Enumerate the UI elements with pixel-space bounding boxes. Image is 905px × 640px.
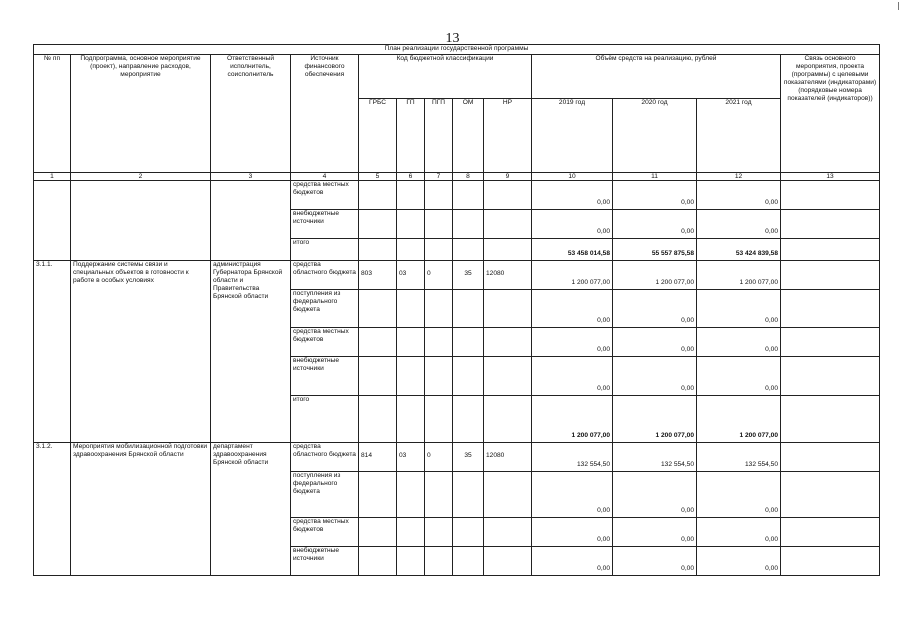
header-grbs: ГРБС xyxy=(359,99,397,173)
column-number: 7 xyxy=(425,173,453,181)
header-om: ОМ xyxy=(453,99,484,173)
cell-pgp: 0 xyxy=(425,443,453,472)
header-nr: НР xyxy=(484,99,532,173)
cell-2020: 0,00 xyxy=(613,518,697,547)
cell-nr: 12080 xyxy=(484,261,532,290)
cell-2019: 0,00 xyxy=(532,210,613,239)
cell-2021: 0,00 xyxy=(697,181,781,210)
cell-2020: 55 557 875,58 xyxy=(613,239,697,261)
cell-executor: департамент здравоохранения Брянской области xyxy=(211,443,291,576)
cell-gp: 03 xyxy=(397,443,425,472)
cell-2019: 1 200 077,00 xyxy=(532,396,613,443)
cell-2021: 0,00 xyxy=(697,290,781,328)
header-2021: 2021 год xyxy=(697,99,781,173)
column-number: 8 xyxy=(453,173,484,181)
cell-2019: 0,00 xyxy=(532,181,613,210)
cell-2019: 0,00 xyxy=(532,290,613,328)
column-number: 6 xyxy=(397,173,425,181)
cell-2021: 1 200 077,00 xyxy=(697,261,781,290)
cell-2020: 0,00 xyxy=(613,290,697,328)
page-number: 13 xyxy=(445,31,460,46)
cell-source: внебюджетные источники xyxy=(291,210,359,239)
cell-2020: 1 200 077,00 xyxy=(613,396,697,443)
cell-source: средства областного бюджета xyxy=(291,261,359,290)
header-2020: 2020 год xyxy=(613,99,697,173)
cell-subprogram: Поддержание системы связи и специальных объектов в готовности к работе в особых условиях xyxy=(71,261,211,443)
cell-source: итого xyxy=(291,396,359,443)
cell-grbs: 814 xyxy=(359,443,397,472)
cell-2019: 1 200 077,00 xyxy=(532,261,613,290)
cell-2020: 0,00 xyxy=(613,328,697,357)
cell-grbs: 803 xyxy=(359,261,397,290)
header-executor: Ответственный исполнитель, соисполнитель xyxy=(211,55,291,173)
column-number: 13 xyxy=(781,173,880,181)
cell-source: поступления из федерального бюджета xyxy=(291,472,359,518)
column-number: 12 xyxy=(697,173,781,181)
cell-om: 35 xyxy=(453,261,484,290)
header-2019: 2019 год xyxy=(532,99,613,173)
edge-mark xyxy=(898,2,899,10)
column-number: 9 xyxy=(484,173,532,181)
column-number: 3 xyxy=(211,173,291,181)
cell-2021: 132 554,50 xyxy=(697,443,781,472)
cell-om: 35 xyxy=(453,443,484,472)
cell-2021: 0,00 xyxy=(697,472,781,518)
cell-executor xyxy=(211,181,291,261)
column-number: 11 xyxy=(613,173,697,181)
cell-num xyxy=(34,181,71,261)
cell-2019: 0,00 xyxy=(532,357,613,396)
cell-2021: 53 424 839,58 xyxy=(697,239,781,261)
cell-nr: 12080 xyxy=(484,443,532,472)
table-row xyxy=(34,261,880,290)
cell-2020: 0,00 xyxy=(613,210,697,239)
cell-2021: 0,00 xyxy=(697,518,781,547)
cell-source: поступления из федерального бюджета xyxy=(291,290,359,328)
cell-2020: 1 200 077,00 xyxy=(613,261,697,290)
cell-2020: 0,00 xyxy=(613,547,697,576)
program-plan-table xyxy=(33,44,880,576)
column-number: 5 xyxy=(359,173,397,181)
cell-source: внебюджетные источники xyxy=(291,547,359,576)
cell-source: средства местных бюджетов xyxy=(291,328,359,357)
cell-2021: 1 200 077,00 xyxy=(697,396,781,443)
cell-source: итого xyxy=(291,239,359,261)
cell-subprogram: Мероприятия мобилизационной подготовки здравоохранения Брянской области xyxy=(71,443,211,576)
cell-2019: 0,00 xyxy=(532,472,613,518)
column-number: 4 xyxy=(291,173,359,181)
cell-2019: 132 554,50 xyxy=(532,443,613,472)
cell-2021: 0,00 xyxy=(697,357,781,396)
cell-source: средства местных бюджетов xyxy=(291,518,359,547)
cell-2020: 0,00 xyxy=(613,181,697,210)
cell-2019: 0,00 xyxy=(532,518,613,547)
cell-gp: 03 xyxy=(397,261,425,290)
cell-2019: 0,00 xyxy=(532,328,613,357)
cell-2020: 0,00 xyxy=(613,357,697,396)
cell-2019: 0,00 xyxy=(532,547,613,576)
cell-source: внебюджетные источники xyxy=(291,357,359,396)
table-row xyxy=(34,443,880,472)
column-number: 1 xyxy=(34,173,71,181)
cell-2021: 0,00 xyxy=(697,210,781,239)
cell-2020: 132 554,50 xyxy=(613,443,697,472)
cell-2021: 0,00 xyxy=(697,328,781,357)
cell-num: 3.1.2. xyxy=(34,443,71,576)
cell-2021: 0,00 xyxy=(697,547,781,576)
header-gp: ГП xyxy=(397,99,425,173)
header-volume: Объём средств на реализацию, рублей xyxy=(532,55,781,99)
table-row xyxy=(34,181,880,210)
cell-num: 3.1.1. xyxy=(34,261,71,443)
header-num: № пп xyxy=(34,55,71,173)
header-pgp: ПГП xyxy=(425,99,453,173)
cell-2020: 0,00 xyxy=(613,472,697,518)
cell-executor: администрация Губернатора Брянской области и Правительства Брянской области xyxy=(211,261,291,443)
table-title: План реализации государственной программы xyxy=(34,45,880,55)
cell-2019: 53 458 014,58 xyxy=(532,239,613,261)
cell-pgp: 0 xyxy=(425,261,453,290)
cell-source: средства местных бюджетов xyxy=(291,181,359,210)
column-number: 2 xyxy=(71,173,211,181)
header-budget-code: Код бюджетной классификации xyxy=(359,55,532,99)
cell-subprogram xyxy=(71,181,211,261)
column-number: 10 xyxy=(532,173,613,181)
header-subprogram: Подпрограмма, основное мероприятие (проект), направление расходов, мероприятие xyxy=(71,55,211,173)
header-link: Связь основного мероприятия, проекта (программы) с целевыми показателями (индикаторами) (порядковые номера показателей (индикаторов)) xyxy=(781,55,880,173)
cell-source: средства областного бюджета xyxy=(291,443,359,472)
header-source: Источник финансового обеспечения xyxy=(291,55,359,173)
